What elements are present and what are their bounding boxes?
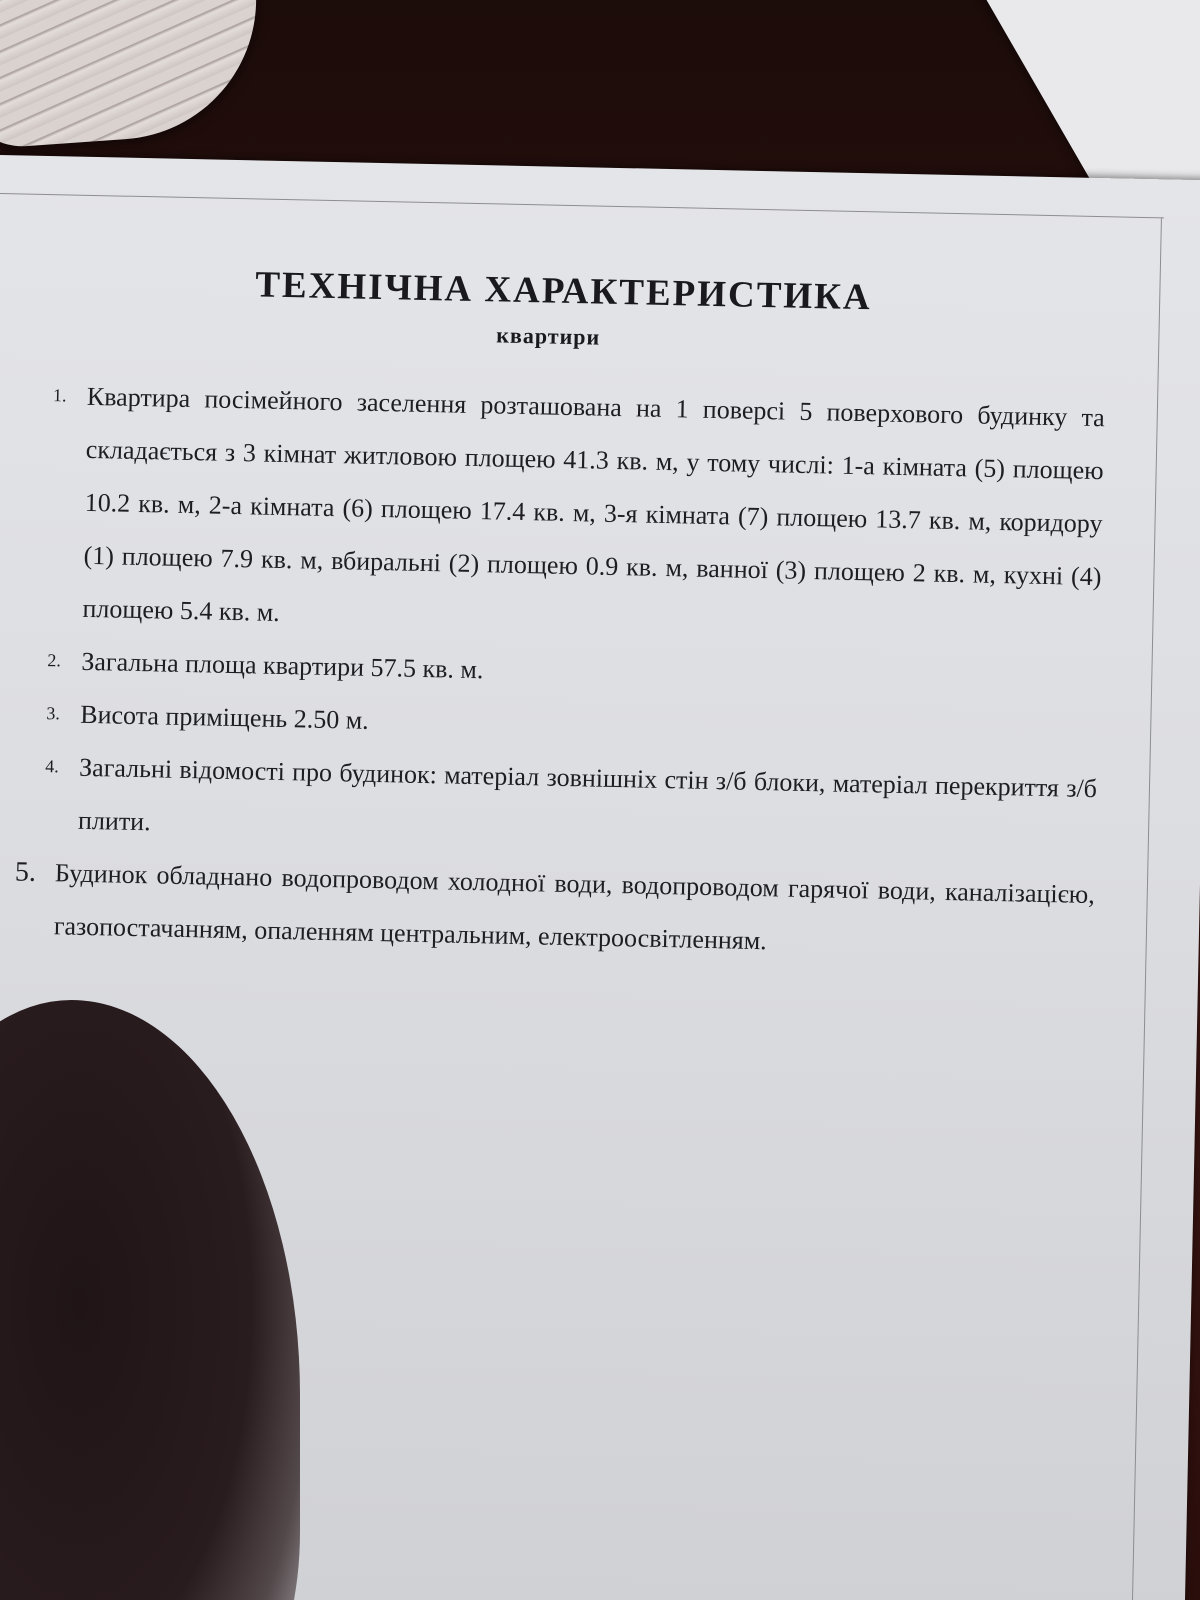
item-number: 5.: [14, 856, 37, 888]
item-text: Висота приміщень 2.50 м.: [80, 699, 370, 735]
item-text: Квартира посімейного заселення розташована на 1 поверсі 5 поверхового будинку та складається з 3 кімнат житловою площею 41.3 кв. м, у тому числі: 1-а кімната (5) площею 10.2 кв. м, 2-а кімната (6) площею 17.4 кв. м, 3-я кімната (7) площею 13.7 кв. м, коридору (1) площею 7.9 кв. м, вбиральні (2) площею 0.9 кв. м, ванної (3) площею 2 кв. м, кухні (4) площею 5.4 кв. м.: [82, 381, 1106, 627]
document-subtitle: квартири: [496, 322, 601, 350]
list-item-5: [13, 845, 1095, 974]
item-text: Загальна площа квартири 57.5 кв. м.: [81, 646, 484, 685]
item-number: 3.: [46, 703, 61, 724]
document-title: ТЕХНІЧНА ХАРАКТЕРИСТИКА: [254, 264, 873, 319]
page-frame-top: [0, 193, 1164, 218]
item-text: Будинок обладнано водопроводом холодної води, водопроводом гарячої води, каналізацією, газопостачанням, опаленням центральним, електроосвітленням.: [53, 858, 1096, 956]
rolled-papers: [0, 0, 266, 150]
item-number: 2.: [47, 650, 62, 671]
item-number: 4.: [45, 756, 59, 777]
page-frame-right: [1130, 217, 1162, 1600]
item-number: 1.: [52, 385, 67, 406]
list-item-1: [20, 369, 1105, 657]
item-text: Загальні відомості про будинок: матеріал зовнішніх стін з/б блоки, матеріал перекриття з/б плити.: [77, 752, 1098, 837]
characteristics-list: [13, 369, 1105, 974]
